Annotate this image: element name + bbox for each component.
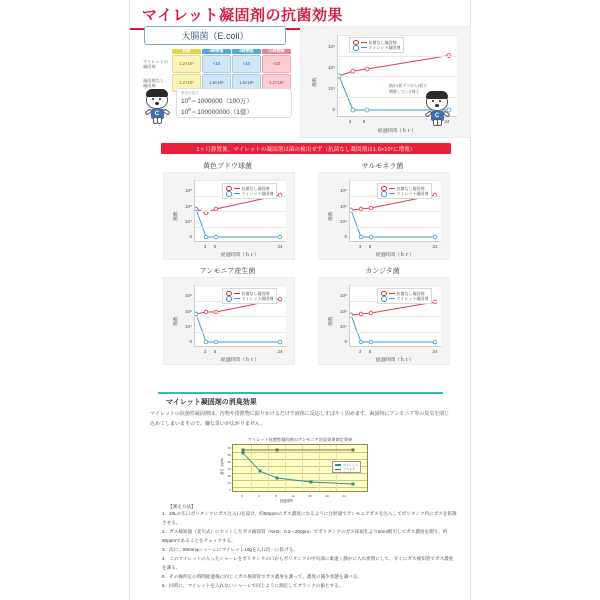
ammonia-ytick-4: 20 [227, 474, 231, 478]
mascot-arm-left-icon [424, 110, 432, 117]
chart-candida-ytick-3: 0 [344, 339, 347, 344]
chart-ammonia-bacteria-ytick-2: 10⁴ [184, 324, 192, 329]
chart-ammonia-bacteria-xtick-2: 24 [277, 349, 283, 354]
legend-item-mylet [381, 296, 428, 302]
legend-label: マイレット凝固剤 [241, 191, 274, 197]
legend-line-icon [389, 298, 395, 299]
method-step-2: 2．ガス検知器（北川式）にセットしたガス検知管（NH3、0.2〜20ppm）でポリタンクのガス採取孔より50ml吸引してガス濃度を測り、約50ppmであることをチェックする。 [162, 528, 448, 543]
method-step-5: 5．その後所定の時間経過後に同じくガス検知管でガス濃度を測って、濃度の減少状態を調べる。 [162, 573, 362, 579]
mascot-head-icon [426, 92, 448, 111]
mascot-eye-left-icon [432, 100, 434, 102]
chart-ammonia-bacteria-ytick-0: 10⁸ [184, 293, 192, 298]
chart-ammonia-deodor-plot [232, 444, 368, 492]
chart-ammonia-bacteria-xtick-0: 3 [203, 349, 207, 354]
chart-candida-ytick-0: 10⁸ [339, 293, 347, 298]
unit-legend-box [176, 88, 292, 118]
ammonia-yaxis-title: 濃度（ppm） [220, 456, 224, 475]
sample-label-box [144, 26, 286, 45]
legend-line-icon [389, 193, 395, 194]
unit-base-1: 10 [181, 98, 189, 106]
chart-candida-xaxis-title: 経過時間（ｈｒ） [375, 358, 415, 363]
legend-label: 抗菌なし凝固剤 [368, 39, 397, 45]
ammonia-xtick-6: 24 [342, 494, 346, 498]
chart-candida-xtick-1: 6 [368, 349, 372, 354]
method-step-4: 4．このマイレットの入ったシャーレをポリタンクの口からポリタンクの中央部に素速く静かに入れ密閉にして、すぐにガス検知管でガス濃度を測る。 [162, 555, 454, 570]
legend-swatch-icon [335, 464, 341, 466]
method-step-3: 3．次に、90mmφシャーレにマイレット10gを入れ均一に拡げる。 [162, 546, 298, 552]
chart-ecoli-ytick-1: 10⁶ [327, 65, 335, 70]
legend-item-mylet [226, 296, 273, 302]
unit-value-1: ＝1000000（100万） [190, 98, 253, 106]
ammonia-xtick-2: 8 [275, 494, 277, 498]
mascot-character-left [146, 90, 168, 119]
chart-ammonia-deodor-title: マイレット抗菌性凝固剤のアンモニア消臭効果測定効果 [247, 437, 353, 442]
legend-marker-icon [381, 296, 387, 302]
table-col-3: 24時間後 [262, 49, 291, 54]
legend-label: 抗菌なし凝固剤 [396, 185, 425, 191]
mascot-letter: C [434, 113, 440, 119]
mascot-arm-left-icon [144, 108, 152, 115]
method-step-6: 6．同時に、マイレットを入れないシャーレで同じように測定してブランクの値とする。 [162, 582, 344, 588]
chart-ecoli-yaxis-title: 菌数 [313, 77, 318, 87]
chart-candida-xtick-2: 24 [432, 349, 438, 354]
legend-label: 抗菌なし凝固剤 [241, 185, 270, 191]
chart-ecoli-xtick-2: 24 [444, 119, 450, 124]
legend-label: マイレット [343, 463, 358, 467]
mascot-mouth-icon [155, 102, 159, 105]
table-col-1: 3時間後 [202, 49, 231, 54]
chart-salmonella [318, 172, 450, 260]
row-label-none: 凝固剤なし 凝固剤 [143, 77, 164, 88]
ammonia-ytick-0: 60 [227, 446, 231, 450]
deodor-section-divider [158, 392, 443, 394]
legend-label: 抗菌なし凝固剤 [241, 290, 270, 296]
legend-line-icon [361, 47, 367, 48]
cell-none-0: 1.2×10⁶ [172, 74, 201, 92]
chart-staph-legend [222, 183, 277, 199]
chart-ammonia-deodor-legend [332, 461, 361, 473]
chart-ecoli-xtick-1: 6 [362, 119, 366, 124]
chart-salmonella-yaxis-title: 菌数 [329, 211, 334, 221]
chart-ecoli-xtick-0: 3 [348, 119, 352, 124]
chart-staph-ytick-0: 10⁸ [184, 188, 192, 193]
chart-salmonella-title: サルモネラ菌 [361, 163, 404, 170]
chart-salmonella-ytick-3: 0 [344, 234, 347, 239]
table-header-row [143, 49, 291, 54]
method-steps [162, 510, 457, 591]
chart-staph-ytick-3: 0 [189, 234, 192, 239]
chart-salmonella-legend [377, 183, 432, 199]
chart-candida-xtick-0: 3 [358, 349, 362, 354]
chart-staph-title: 黄色ブドウ球菌 [203, 163, 252, 170]
page-title: マイレット凝固剤の抗菌効果 [142, 7, 344, 24]
legend-marker-icon [381, 191, 387, 197]
chart-staph-xaxis-title: 経過時間（ｈｒ） [220, 253, 260, 258]
chart-ecoli [300, 26, 471, 138]
chart-candida-legend [377, 288, 432, 304]
legend-label: マイレット凝固剤 [396, 296, 429, 302]
cell-mylet-2: <10 [232, 55, 261, 73]
unit-legend-line-1 [181, 96, 287, 107]
chart-salmonella-xtick-0: 3 [358, 244, 362, 249]
cell-mylet-1: <10 [202, 55, 231, 73]
mascot-eye-right-icon [439, 100, 441, 102]
chart-salmonella-xtick-2: 24 [432, 244, 438, 249]
mascot-body-icon [431, 111, 444, 121]
unit-base-2: 10 [181, 108, 189, 116]
mascot-hair-icon [426, 91, 448, 99]
chart-candida-title: カンジタ菌 [365, 268, 400, 275]
chart-salmonella-ytick-1: 10⁶ [339, 204, 347, 209]
mascot-hair-icon [146, 89, 168, 97]
chart-staph-xtick-1: 6 [213, 244, 217, 249]
unit-exp-2: 8 [188, 106, 191, 112]
unit-exp-1: 6 [188, 96, 191, 101]
chart-salmonella-xaxis-title: 経過時間（ｈｒ） [375, 253, 415, 258]
ammonia-xtick-5: 20 [325, 494, 329, 498]
chart-ammonia-bacteria-title: アンモニア産生菌 [199, 268, 256, 275]
cell-none-1: 1.6×10⁸ [202, 74, 231, 92]
highlight-banner: 1ヶ月静置後、マイレットの凝固剤は菌の検出せず（抗菌なし凝固剤は1.6×10⁸に増殖） [161, 143, 451, 154]
legend-item-blank [335, 467, 358, 471]
chart-staph-ytick-1: 10⁶ [184, 204, 192, 209]
unit-value-2: ＝100000000（1億） [190, 108, 253, 116]
legend-label: マイレット凝固剤 [368, 45, 401, 51]
chart-staph-yaxis-title: 菌数 [174, 211, 179, 221]
unit-legend-heading: 単位の見方 [181, 91, 199, 95]
legend-marker-icon [226, 191, 232, 197]
legend-line-icon [234, 298, 240, 299]
chart-salmonella-ytick-2: 10⁴ [339, 219, 347, 224]
chart-staph-xtick-2: 24 [277, 244, 283, 249]
chart-staph-ytick-2: 10⁴ [184, 219, 192, 224]
table-col-0: 初期 [172, 49, 201, 54]
mascot-head-icon [146, 90, 168, 109]
chart-staph [163, 172, 295, 260]
legend-item-mylet [226, 191, 273, 197]
chart-ecoli-ytick-2: 10⁴ [327, 86, 335, 91]
ecoli-section [130, 26, 471, 138]
legend-label: マイレット凝固剤 [396, 191, 429, 197]
cell-mylet-0: 1.2×10⁶ [172, 55, 201, 73]
legend-line-icon [389, 293, 395, 294]
legend-marker-icon [353, 45, 359, 51]
mascot-leg-right-icon [157, 117, 162, 124]
ammonia-ytick-3: 30 [227, 467, 231, 471]
chart-salmonella-xtick-1: 6 [368, 244, 372, 249]
chart-ammonia-bacteria-xtick-1: 6 [213, 349, 217, 354]
cell-none-2: 1.6×10⁸ [232, 74, 261, 92]
mascot-arm-right-icon [162, 108, 170, 115]
ammonia-ytick-6: 0 [229, 488, 231, 492]
chart-candida-ytick-1: 10⁶ [339, 309, 347, 314]
cell-none-3: 1.2×10⁸ [262, 74, 291, 92]
chart-staph-xtick-0: 3 [203, 244, 207, 249]
legend-line-icon [389, 188, 395, 189]
chart-salmonella-ytick-0: 10⁸ [339, 188, 347, 193]
row-label-mylet: マイレットの 凝固剤 [143, 58, 168, 69]
ammonia-xaxis-title: 経過時間 [280, 499, 293, 503]
unit-legend-line-2 [181, 107, 287, 118]
ammonia-ytick-2: 40 [227, 460, 231, 464]
chart-ecoli-annotation: 菌が1桁ズツから1桁に 増殖している様子 [389, 84, 428, 94]
chart-ammonia-bacteria-ytick-3: 0 [189, 339, 192, 344]
chart-ammonia-bacteria-legend [222, 288, 277, 304]
mascot-eye-left-icon [152, 98, 154, 100]
ammonia-xtick-1: 4 [258, 494, 260, 498]
table-col-2: 6時間後 [232, 49, 261, 54]
chart-ammonia-bacteria [163, 277, 295, 365]
legend-marker-icon [226, 296, 232, 302]
chart-ecoli-ytick-3: 0 [332, 107, 335, 112]
method-heading: 【測定方法】 [168, 504, 196, 509]
ammonia-ytick-5: 10 [227, 481, 231, 485]
legend-line-icon [234, 293, 240, 294]
mascot-leg-right-icon [437, 119, 442, 126]
chart-ammonia-bacteria-yaxis-title: 菌数 [174, 316, 179, 326]
chart-ecoli-legend [349, 37, 404, 53]
chart-ecoli-ytick-0: 10⁸ [327, 44, 335, 49]
chart-ammonia-bacteria-ytick-1: 10⁶ [184, 309, 192, 314]
ammonia-ytick-1: 50 [227, 453, 231, 457]
legend-item-mylet [353, 45, 400, 51]
legend-item-mylet [381, 191, 428, 197]
ammonia-xtick-3: 12 [291, 494, 295, 498]
chart-candida-yaxis-title: 菌数 [329, 316, 334, 326]
table-row [143, 55, 291, 73]
mascot-eye-right-icon [159, 98, 161, 100]
sample-label: 大腸菌（E.coli） [181, 31, 249, 41]
deodor-section-body: マイレットの抗菌性凝固剤は、汚物や排泄物に振りかけるだけで液体に反応しすばやく固めます。凝固時にアンモニア等の臭気を閉じ込めてしまいますので、嫌な臭いが広がりません。 [150, 411, 450, 427]
chart-candida-ytick-2: 10⁴ [339, 324, 347, 329]
legend-line-icon [234, 193, 240, 194]
chart-ammonia-bacteria-xaxis-title: 経過時間（ｈｒ） [220, 358, 260, 363]
chart-ammonia-deodor [220, 437, 368, 503]
chart-ecoli-xaxis-title: 経過時間（ｈｒ） [377, 129, 417, 134]
ammonia-xtick-4: 16 [308, 494, 312, 498]
method-step-1: 1．20Lの広口ポリタンクにガス注入口を設け、約50ppmのガス濃度になるように注射器でアンモニアガスを注入してポリタンク内にガスを拡散させる。 [162, 511, 457, 525]
legend-swatch-icon [335, 469, 341, 471]
cell-mylet-3: <10 [262, 55, 291, 73]
legend-line-icon [361, 42, 367, 43]
legend-label: 抗菌なし凝固剤 [396, 290, 425, 296]
mascot-body-icon [151, 109, 164, 119]
deodor-section-heading: マイレット凝固剤の消臭効果 [166, 399, 257, 406]
mascot-character-chart [426, 92, 448, 121]
chart-candida [318, 277, 450, 365]
ammonia-xtick-0: 0 [241, 494, 243, 498]
legend-label: マイレット凝固剤 [241, 296, 274, 302]
legend-line-icon [234, 188, 240, 189]
legend-label: ブランク [343, 467, 356, 472]
mascot-letter: C [154, 111, 160, 117]
mascot-mouth-icon [435, 104, 439, 107]
